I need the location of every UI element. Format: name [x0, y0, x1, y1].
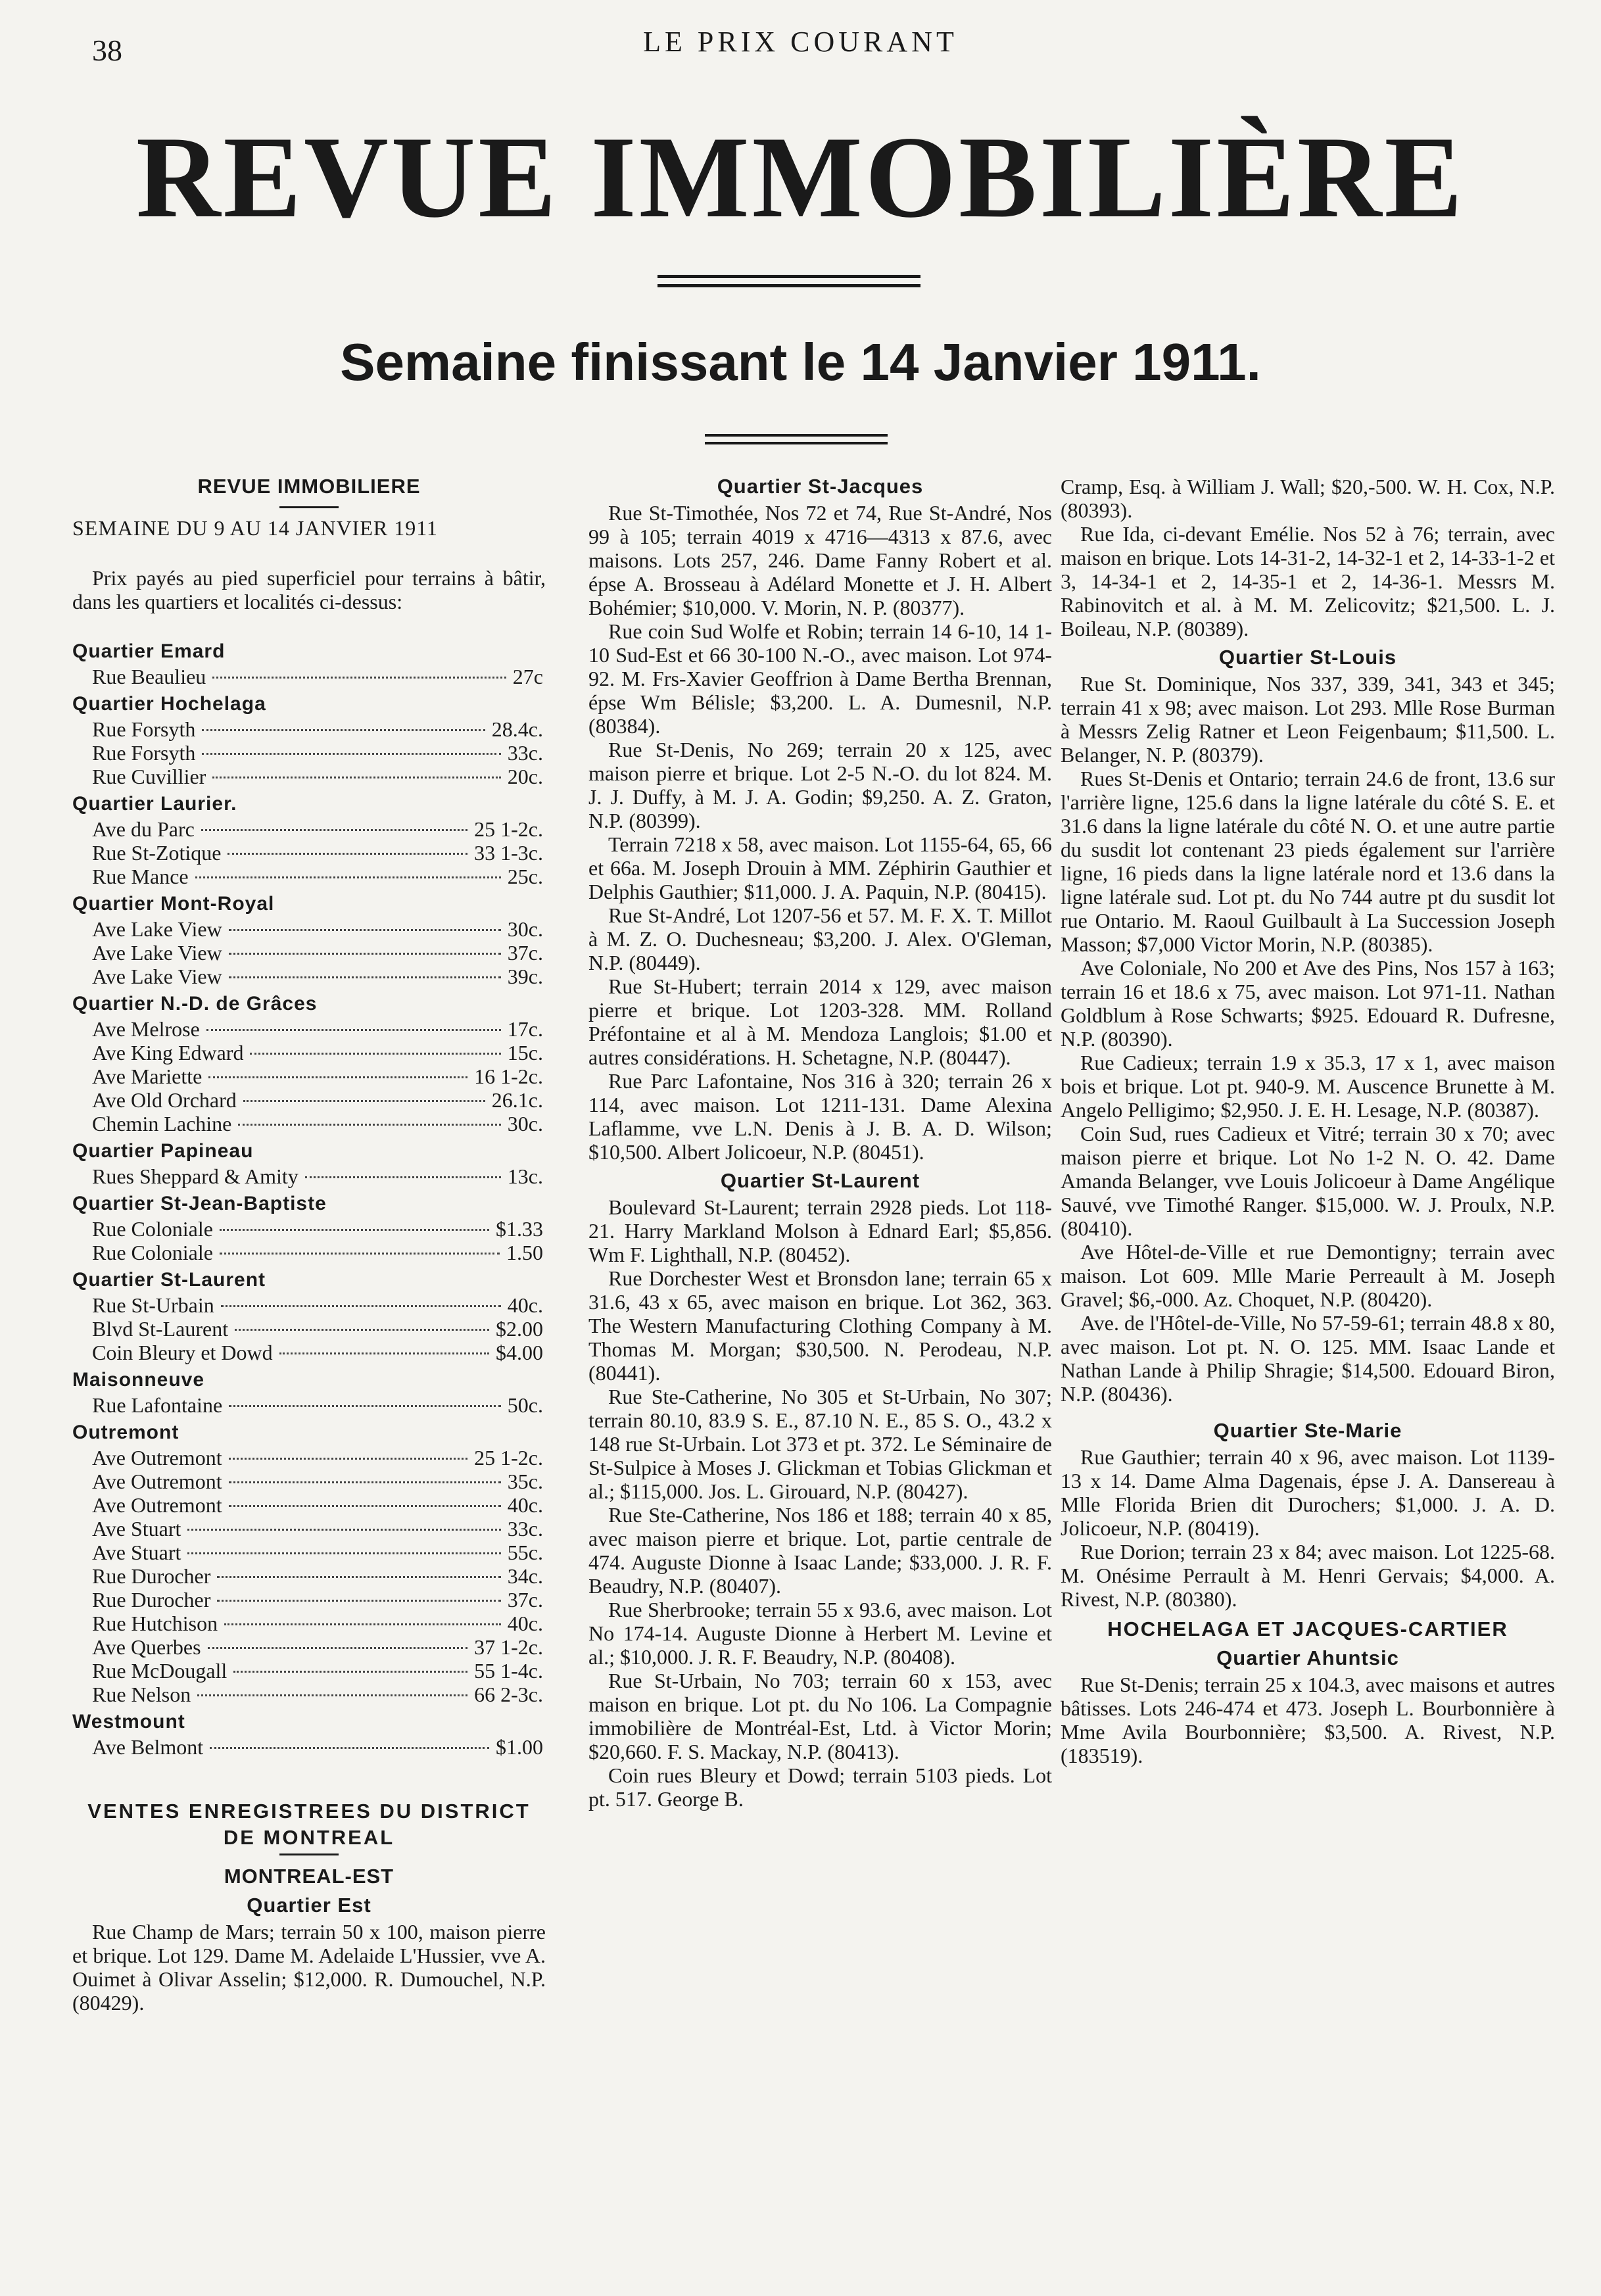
- street-name: Ave Querbes: [92, 1635, 201, 1659]
- price-value: 16 1-2c.: [474, 1064, 543, 1088]
- dot-leader: [202, 753, 500, 755]
- dot-leader: [221, 1305, 501, 1307]
- price-value: 33 1-3c.: [474, 841, 543, 865]
- street-name: Rue Beaulieu: [92, 665, 206, 688]
- dot-leader: [279, 1352, 489, 1354]
- price-value: 40c.: [507, 1493, 543, 1517]
- price-row: [72, 817, 546, 841]
- sale-entry: Rue St-André, Lot 1207-56 et 57. M. F. X. T. Millot à M. Z. O. Duchesneau; $3,200. J. Alex. O'Gleman, N.P. (80449).: [588, 903, 1052, 974]
- street-name: Ave du Parc: [92, 817, 195, 841]
- street-name: Rue McDougall: [92, 1659, 227, 1683]
- price-row: [72, 1064, 546, 1088]
- quartier-heading: Quartier Mont-Royal: [72, 893, 275, 915]
- sale-entry: Rue St-Timothée, Nos 72 et 74, Rue St-André, Nos 99 à 105; terrain 4019 x 4716—4313 x 87.6, avec maisons. Lots 257, 246. Dame Fanny Robert et al. épse A. Brosseau à Adélard Monette et J. H. Albert Bohémier; $10,000. V. Morin, N. P. (80377).: [588, 501, 1052, 619]
- sale-entry: Boulevard St-Laurent; terrain 2928 pieds. Lot 118-21. Harry Markland Molson à Ednard Earl; $5,856. Wm F. Lighthall, N.P. (80452).: [588, 1195, 1052, 1266]
- short-rule: [279, 1854, 339, 1855]
- sale-entry: Rue Cadieux; terrain 1.9 x 35.3, 17 x 1, avec maison bois et brique. Lot pt. 940-9. M. Auscence Brunette à M. Angelo Pelligimo; $2,950. J. E. H. Lesage, N.P. (80387).: [1061, 1051, 1555, 1122]
- sale-entry: Rue Parc Lafontaine, Nos 316 à 320; terrain 26 x 114, avec maison. Lot 1211-131. Dame Alexina Laflamme, vve L.N. Denis à J. B. A. D. Wilson; $10,500. Albert Jolicoeur, N.P. (80451).: [588, 1069, 1052, 1164]
- street-name: Ave Old Orchard: [92, 1088, 237, 1112]
- quartier-heading: Quartier Ste-Marie: [1213, 1419, 1402, 1442]
- dot-leader: [201, 829, 467, 831]
- sale-entry: Coin rues Bleury et Dowd; terrain 5103 pieds. Lot pt. 517. George B.: [588, 1763, 1052, 1811]
- dot-leader: [212, 777, 500, 778]
- price-row: [72, 765, 546, 788]
- quartier-heading: Quartier Laurier.: [72, 793, 237, 815]
- dot-leader: [229, 929, 501, 931]
- dot-leader: [220, 1229, 489, 1231]
- running-head: LE PRIX COURANT: [643, 26, 958, 58]
- quartier-heading: Outremont: [72, 1422, 179, 1443]
- price-row: [72, 865, 546, 888]
- sale-entry: Rue St-Denis; terrain 25 x 104.3, avec maisons et autres bâtisses. Lots 246-474 et 473. Joseph L. Bourbonnière à Mme Avila Bourbonnière; $3,500. A. Rivest, N.P. (183519).: [1061, 1673, 1555, 1767]
- sale-entry: Terrain 7218 x 58, avec maison. Lot 1155-64, 65, 66 et 66a. M. Joseph Drouin à MM. Zéphirin Gauthier et Delphis Gauthier; $11,000. J. A. Paquin, N.P. (80415).: [588, 832, 1052, 903]
- street-name: Rue Coloniale: [92, 1217, 213, 1241]
- price-value: 13c.: [507, 1164, 543, 1188]
- price-row: [72, 1317, 546, 1341]
- street-name: Ave King Edward: [92, 1041, 244, 1064]
- street-name: Rue Forsyth: [92, 741, 196, 765]
- price-value: 1.50: [506, 1241, 543, 1264]
- sale-entry: Rue St. Dominique, Nos 337, 339, 341, 343 et 345; terrain 41 x 98; avec maison. Lot 293. Mlle Rose Burman à Messrs Zelig Ratner et Leon Feigenbaum; $11,500. L. Belanger, N. P. (80379).: [1061, 672, 1555, 767]
- price-row: [72, 1470, 546, 1493]
- street-name: Blvd St-Laurent: [92, 1317, 229, 1341]
- dot-leader: [197, 1694, 467, 1696]
- price-row: [72, 1112, 546, 1136]
- street-name: Ave Outremont: [92, 1493, 222, 1517]
- price-row: [72, 1588, 546, 1612]
- street-name: Ave Lake View: [92, 965, 222, 988]
- dot-leader: [229, 953, 501, 955]
- dot-leader: [208, 1647, 468, 1649]
- quartier-heading: Westmount: [72, 1711, 185, 1733]
- price-row: [72, 1564, 546, 1588]
- dot-leader: [238, 1124, 500, 1126]
- street-name: Coin Bleury et Dowd: [92, 1341, 273, 1364]
- sale-entry: Rue Gauthier; terrain 40 x 96, avec maison. Lot 1139-13 x 14. Dame Alma Dagenais, épse J. A. Dansereau à Mlle Florida Brien dit Durochers; $1,000. J. A. D. Jolicoeur, N.P. (80419).: [1061, 1445, 1555, 1540]
- sale-entry: Cramp, Esq. à William J. Wall; $20,-500. W. H. Cox, N.P. (80393).: [1061, 475, 1555, 522]
- dot-leader: [220, 1253, 500, 1255]
- sale-entry: Rue Champ de Mars; terrain 50 x 100, maison pierre et brique. Lot 129. Dame M. Adelaide L'Hussier, vve A. Ouimet à Olivar Asselin; $12,000. R. Dumouchel, N.P. (80429).: [72, 1920, 546, 2015]
- price-value: $1.33: [496, 1217, 543, 1241]
- title-rule-top: [657, 275, 920, 278]
- dot-leader: [243, 1100, 485, 1102]
- sale-entry: Rue Ste-Catherine, Nos 186 et 188; terrain 40 x 85, avec maison pierre et brique. Lot, partie centrale de 474. Auguste Dionne à Isaac Lande; $33,000. J. R. F. Beaudry, N.P. (80407).: [588, 1503, 1052, 1598]
- price-value: 33c.: [507, 1517, 543, 1541]
- price-value: 17c.: [507, 1017, 543, 1041]
- subtitle: Semaine finissant le 14 Janvier 1911.: [340, 333, 1261, 391]
- street-name: Ave Outremont: [92, 1470, 222, 1493]
- street-name: Ave Belmont: [92, 1735, 204, 1759]
- sale-entry: Coin Sud, rues Cadieux et Vitré; terrain 30 x 70; avec maison pierre et brique. Lot No 1-2 N. O. 42. Dame Amanda Belanger, vve Louis Jolicoeur à Dame Angélique Sauvé, vve Timothé Ranger. $15,000. W. J. Proulx, N.P. (80410).: [1061, 1122, 1555, 1240]
- price-value: 34c.: [507, 1564, 543, 1588]
- dot-leader: [229, 1481, 501, 1483]
- quartier-heading: Quartier St-Louis: [1218, 646, 1397, 669]
- dot-leader: [208, 1076, 467, 1078]
- price-value: 39c.: [507, 965, 543, 988]
- short-rule: [279, 506, 339, 508]
- quartier-heading: Quartier St-Jacques: [717, 475, 924, 498]
- street-name: Ave Stuart: [92, 1541, 181, 1564]
- column-2: [588, 475, 1052, 1811]
- price-row: [72, 1517, 546, 1541]
- street-name: Rue Mance: [92, 865, 189, 888]
- price-row: [72, 1659, 546, 1683]
- price-row: [72, 1241, 546, 1264]
- price-row: [72, 1683, 546, 1706]
- price-row: [72, 1393, 546, 1417]
- price-row: [72, 1612, 546, 1635]
- price-value: 15c.: [507, 1041, 543, 1064]
- street-name: Rue Coloniale: [92, 1241, 213, 1264]
- quartier-heading: Quartier Hochelaga: [72, 693, 266, 715]
- price-row: [72, 841, 546, 865]
- subtitle-rule-top: [705, 434, 888, 437]
- dot-leader: [305, 1176, 501, 1178]
- dot-leader: [195, 876, 501, 878]
- sale-entry: Ave. de l'Hôtel-de-Ville, No 57-59-61; terrain 48.8 x 80, avec maison. Lot pt. N. O. 125. MM. Isaac Lande et Nathan Lande à Philip Shragie; $14,500. Edouard Biron, N.P. (80436).: [1061, 1311, 1555, 1406]
- ventes-heading: VENTES ENREGISTREES DU DISTRICT DE MONTREAL: [87, 1800, 531, 1849]
- street-name: Rue Nelson: [92, 1683, 191, 1706]
- street-name: Rue Cuvillier: [92, 765, 206, 788]
- price-value: 40c.: [507, 1612, 543, 1635]
- week-line: SEMAINE DU 9 AU 14 JANVIER 1911: [72, 516, 439, 540]
- sale-entry: Rue Sherbrooke; terrain 55 x 93.6, avec maison. Lot No 174-14. Auguste Dionne à Herbert M. Levine et al.; $10,000. J. R. F. Beaudry, N.P. (80408).: [588, 1598, 1052, 1669]
- price-value: 37 1-2c.: [474, 1635, 543, 1659]
- street-name: Ave Lake View: [92, 941, 222, 965]
- price-row: [72, 1041, 546, 1064]
- column-1: [72, 475, 546, 2015]
- price-value: 55 1-4c.: [474, 1659, 543, 1683]
- price-value: $4.00: [496, 1341, 543, 1364]
- price-row: [72, 1088, 546, 1112]
- price-value: 25 1-2c.: [474, 1446, 543, 1470]
- quartier-heading: Quartier Emard: [72, 640, 226, 662]
- price-row: [72, 1446, 546, 1470]
- sale-entry: Rue St-Denis, No 269; terrain 20 x 125, avec maison pierre et brique. Lot 2-5 N.-O. du lot 824. M. J. J. Duffy, à M. J. A. Godin; $9,250. A. Z. Graton, N.P. (80399).: [588, 738, 1052, 832]
- sale-entry: Ave Hôtel-de-Ville et rue Demontigny; terrain avec maison. Lot 609. Mlle Marie Perreault à M. Joseph Gravel; $6,-000. Az. Choquet, N.P. (80420).: [1061, 1240, 1555, 1311]
- price-value: 37c.: [507, 1588, 543, 1612]
- price-value: 25 1-2c.: [474, 817, 543, 841]
- dot-leader: [229, 1505, 501, 1507]
- street-name: Rue Durocher: [92, 1588, 211, 1612]
- price-value: 50c.: [507, 1393, 543, 1417]
- title-rule-bottom: [657, 284, 920, 287]
- sale-entry: Rue Dorchester West et Bronsdon lane; terrain 65 x 31.6, 43 x 65, avec maison en brique. Lot 362, 363. The Western Manufacturing Clothing Company à M. Thomas M. Morgan; $30,500. N. Perodeau, N.P. (80441).: [588, 1266, 1052, 1385]
- street-name: Ave Mariette: [92, 1064, 203, 1088]
- quartier-heading: Quartier St-Laurent: [720, 1169, 920, 1192]
- district-heading: MONTREAL-EST: [224, 1865, 394, 1888]
- dot-leader: [224, 1623, 501, 1625]
- price-value: 25c.: [507, 865, 543, 888]
- price-value: $2.00: [496, 1317, 543, 1341]
- street-name: Rue St-Zotique: [92, 841, 222, 865]
- quartier-heading: Maisonneuve: [72, 1369, 205, 1391]
- price-row: [72, 1493, 546, 1517]
- sale-entry: Rue Dorion; terrain 23 x 84; avec maison. Lot 1225-68. M. Onésime Perrault à M. Henri Gervais; $4,000. A. Rivest, N.P. (80380).: [1061, 1540, 1555, 1611]
- quartier-heading: Quartier Ahuntsic: [1216, 1646, 1399, 1669]
- price-row: [72, 1635, 546, 1659]
- price-value: 28.4c.: [491, 717, 543, 741]
- sale-entry: Rue Ida, ci-devant Emélie. Nos 52 à 76; terrain, avec maison en brique. Lots 14-31-2, 14-32-1 et 2, 14-33-1-2 et 3, 14-34-1 et 2, 14-35-1 et 2, 14-36-1. Messrs M. Rabinovitch et al. à M. M. Zelicovitz; $21,500. L. J. Boileau, N.P. (80389).: [1061, 522, 1555, 640]
- dot-leader: [187, 1552, 500, 1554]
- street-name: Rue Hutchison: [92, 1612, 218, 1635]
- street-name: Rues Sheppard & Amity: [92, 1164, 299, 1188]
- subtitle-rule-bottom: [705, 442, 888, 444]
- dot-leader: [235, 1329, 489, 1331]
- dot-leader: [206, 1029, 501, 1031]
- price-value: 20c.: [507, 765, 543, 788]
- sale-entry: Rue coin Sud Wolfe et Robin; terrain 14 6-10, 14 1-10 Sud-Est et 66 30-100 N.-O., avec maison. Lot 974-92. M. Frs-Xavier Geoffrion à Dame Bertha Brennan, épse Wm Bélisle; $3,200. L. A. Dumesnil, N.P. (80384).: [588, 619, 1052, 738]
- street-name: Rue Forsyth: [92, 717, 196, 741]
- price-value: 27c: [512, 665, 543, 688]
- street-name: Chemin Lachine: [92, 1112, 232, 1136]
- dot-leader: [202, 729, 485, 731]
- street-name: Ave Outremont: [92, 1446, 222, 1470]
- sale-entry: Rues St-Denis et Ontario; terrain 24.6 de front, 13.6 sur l'arrière ligne, 125.6 dans la ligne latérale du côté S. E. et 31.6 dans la ligne latérale du côté N. O. et une autre partie du susdit lot contenant 23 pieds également sur l'arrière ligne, 16 pieds dans la ligne latérale nord et 13.6 dans la ligne latérale sud. Lot pt. du No 744 autre pt du susdit lot rue Ontario. M. Raoul Guilbault à La Succession Joseph Masson; $7,000 Victor Morin, N.P. (80385).: [1061, 767, 1555, 956]
- section-heading: REVUE IMMOBILIERE: [197, 475, 421, 498]
- sale-entry: Rue St-Urbain, No 703; terrain 60 x 153, avec maison en brique. Lot pt. du No 106. La Compagnie immobilière de Montréal-Est, Ltd. à Victor Morin; $20,660. F. S. Mackay, N.P. (80413).: [588, 1669, 1052, 1763]
- price-value: 66 2-3c.: [474, 1683, 543, 1706]
- quartier-heading: Quartier N.-D. de Grâces: [72, 993, 318, 1015]
- column-3: [1061, 475, 1555, 1767]
- price-row: [72, 1541, 546, 1564]
- dot-leader: [227, 853, 467, 855]
- price-row: [72, 717, 546, 741]
- price-row: [72, 1735, 546, 1759]
- price-row: [72, 917, 546, 941]
- street-name: Rue Durocher: [92, 1564, 211, 1588]
- page-title: REVUE IMMOBILIÈRE: [135, 112, 1466, 242]
- district-heading: HOCHELAGA ET JACQUES-CARTIER: [1107, 1617, 1508, 1640]
- dot-leader: [229, 1405, 501, 1407]
- dot-leader: [217, 1600, 500, 1602]
- price-row: [72, 1164, 546, 1188]
- street-name: Ave Lake View: [92, 917, 222, 941]
- sale-entry: Ave Coloniale, No 200 et Ave des Pins, Nos 157 à 163; terrain 16 et 18.6 x 75, avec maison. Lot 971-11. Nathan Goldblum à Rose Schwarts; $925. Edouard R. Dufresne, N.P. (80390).: [1061, 956, 1555, 1051]
- intro-text: Prix payés au pied superficiel pour terrains à bâtir, dans les quartiers et localités ci-dessus:: [72, 566, 546, 613]
- price-row: [72, 1341, 546, 1364]
- dot-leader: [217, 1576, 500, 1578]
- quartier-heading: Quartier Est: [247, 1894, 371, 1917]
- price-row: [72, 665, 546, 688]
- street-name: Rue Lafontaine: [92, 1393, 223, 1417]
- price-row: [72, 1293, 546, 1317]
- quartier-heading: Quartier St-Jean-Baptiste: [72, 1193, 327, 1214]
- quartier-heading: Quartier St-Laurent: [72, 1269, 266, 1291]
- sale-entry: Rue St-Hubert; terrain 2014 x 129, avec maison pierre et brique. Lot 1203-328. MM. Rolland Préfontaine et al à M. Mendoza Langlois; $1.00 et autres considérations. H. Schetagne, N.P. (80447).: [588, 974, 1052, 1069]
- price-row: [72, 965, 546, 988]
- price-value: 26.1c.: [491, 1088, 543, 1112]
- quartier-heading: Quartier Papineau: [72, 1140, 254, 1162]
- price-value: 40c.: [507, 1293, 543, 1317]
- price-row: [72, 941, 546, 965]
- price-value: 35c.: [507, 1470, 543, 1493]
- street-name: Ave Melrose: [92, 1017, 200, 1041]
- dot-leader: [250, 1053, 500, 1055]
- price-value: 37c.: [507, 941, 543, 965]
- street-name: Ave Stuart: [92, 1517, 181, 1541]
- dot-leader: [187, 1529, 500, 1531]
- price-row: [72, 1217, 546, 1241]
- page-number: 38: [92, 34, 122, 67]
- sale-entry: Rue Ste-Catherine, No 305 et St-Urbain, No 307; terrain 80.10, 83.9 S. E., 87.10 N. E., 85 S. O., 43.2 x 148 rue St-Urbain. Lot 373 et pt. 372. Le Séminaire de St-Sulpice à Moses J. Glickman et Tobias Glickman et al.; $115,000. Jos. L. Girouard, N.P. (80427).: [588, 1385, 1052, 1503]
- price-value: 55c.: [507, 1541, 543, 1564]
- price-value: $1.00: [496, 1735, 543, 1759]
- price-value: 30c.: [507, 917, 543, 941]
- price-row: [72, 1017, 546, 1041]
- street-name: Rue St-Urbain: [92, 1293, 214, 1317]
- dot-leader: [229, 1458, 468, 1460]
- price-value: 33c.: [507, 741, 543, 765]
- price-row: [72, 741, 546, 765]
- dot-leader: [210, 1747, 489, 1749]
- dot-leader: [212, 677, 506, 679]
- dot-leader: [233, 1671, 467, 1673]
- dot-leader: [229, 976, 501, 978]
- price-value: 30c.: [507, 1112, 543, 1136]
